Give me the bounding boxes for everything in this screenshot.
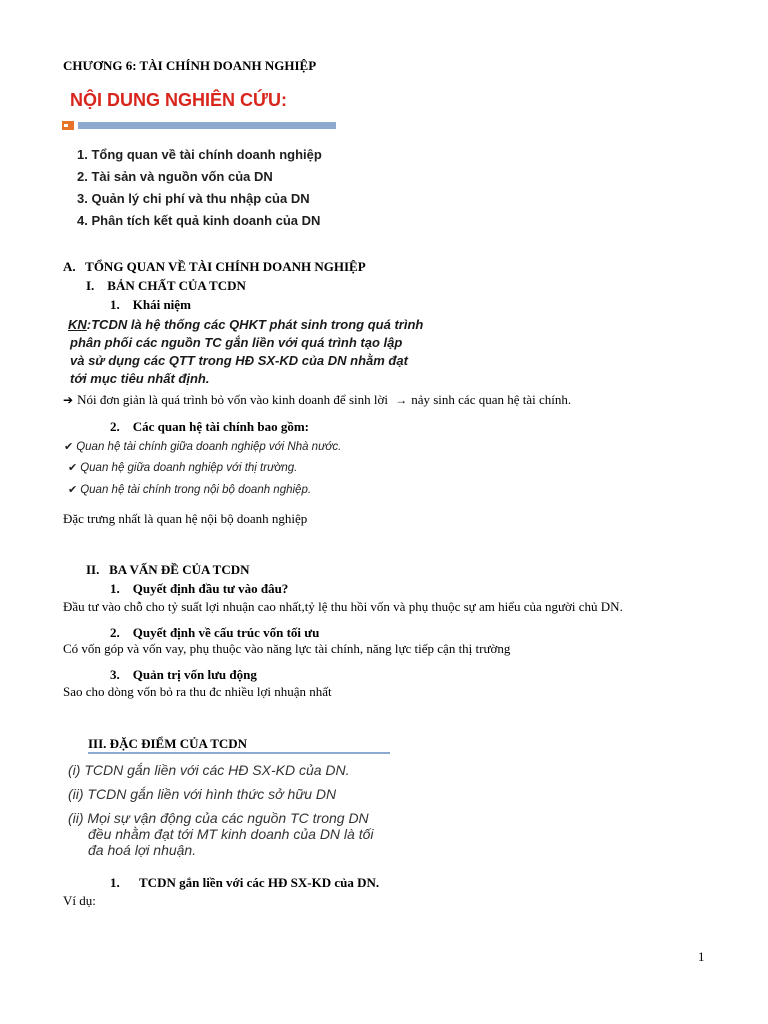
- checkmark-icon: ✔: [68, 462, 78, 474]
- issue-description: Đầu tư vào chỗ cho tỷ suất lợi nhuận cao nhất,tỷ lệ thu hồi vốn và phụ thuộc sự am hiểu của người chủ DN.: [63, 599, 623, 614]
- issue-title: 3. Quản trị vốn lưu động: [110, 667, 257, 682]
- section-i-heading: I. BẢN CHẤT CỦA TCDN: [86, 278, 246, 293]
- section-divider: [88, 752, 390, 754]
- definition-line: tới mục tiêu nhất định.: [70, 371, 210, 386]
- issue-description: Sao cho dòng vốn bỏ ra thu đc nhiều lợi nhuận nhất: [63, 684, 332, 699]
- issue-title: 1. Quyết định đầu tư vào đâu?: [110, 581, 289, 596]
- definition-block: [68, 316, 423, 388]
- section-a-heading: A. TỔNG QUAN VỀ TÀI CHÍNH DOANH NGHIỆP: [63, 259, 366, 274]
- arrow-right-icon: ➔: [63, 393, 74, 407]
- simple-statement: [63, 392, 571, 408]
- relation-item: [68, 483, 311, 496]
- relation-item: [68, 461, 297, 474]
- research-heading: NỘI DUNG NGHIÊN CỨU:: [70, 90, 287, 110]
- page-number: 1: [698, 949, 705, 964]
- issue-title: 2. Quyết định về cấu trúc vốn tối ưu: [110, 625, 320, 640]
- relation-text: Quan hệ tài chính giữa doanh nghiệp với Nhà nước.: [76, 441, 342, 453]
- relation-item: [64, 440, 341, 453]
- chapter-title: CHƯƠNG 6: TÀI CHÍNH DOANH NGHIỆP: [63, 58, 317, 73]
- decorative-bar-dot: [64, 124, 68, 127]
- feature-item: (ii) TCDN gắn liền với hình thức sở hữu DN: [68, 786, 337, 802]
- feature-item-continued: đều nhằm đạt tới MT kinh doanh của DN là tối: [88, 826, 374, 842]
- kn-label: KN: [68, 317, 87, 332]
- research-item: 4. Phân tích kết quả kinh doanh của DN: [77, 213, 321, 228]
- definition-line: phân phối các nguồn TC gắn liền với quá trình tạo lập: [70, 335, 403, 350]
- issue-description: Có vốn góp và vốn vay, phụ thuộc vào năng lực tài chính, năng lực tiếp cận thị trường: [63, 641, 511, 656]
- relation-text: Quan hệ tài chính trong nội bộ doanh nghiệp.: [80, 484, 312, 496]
- sub-item-heading: 1. TCDN gắn liền với các HĐ SX-KD của DN.: [110, 875, 380, 890]
- concept-heading: 1. Khái niệm: [110, 297, 191, 312]
- arrow-right-icon: →: [395, 393, 408, 407]
- research-item: 2. Tài sản và nguồn vốn của DN: [77, 169, 273, 184]
- example-label: Ví dụ:: [63, 893, 96, 908]
- research-item: 3. Quản lý chi phí và thu nhập của DN: [77, 191, 310, 206]
- feature-item-continued: đa hoá lợi nhuận.: [88, 842, 197, 858]
- definition-line: và sử dụng các QTT trong HĐ SX-KD của DN nhằm đạt: [70, 353, 408, 368]
- characteristic-note: Đặc trưng nhất là quan hệ nội bộ doanh nghiệp: [63, 511, 308, 526]
- section-iii-heading: III. ĐẶC ĐIỂM CỦA TCDN: [88, 736, 248, 751]
- definition-line: [68, 316, 423, 334]
- relations-heading: 2. Các quan hệ tài chính bao gồm:: [110, 419, 309, 434]
- relation-text: Quan hệ giữa doanh nghiệp với thị trường.: [80, 462, 298, 474]
- simple-statement-tail: nảy sinh các quan hệ tài chính.: [411, 392, 572, 407]
- feature-item: (ii) Mọi sự vận động của các nguồn TC trong DN: [68, 810, 369, 826]
- feature-item: (i) TCDN gắn liền với các HĐ SX-KD của DN.: [68, 762, 350, 778]
- checkmark-icon: ✔: [68, 484, 78, 496]
- simple-statement-text: Nói đơn giản là quá trình bỏ vốn vào kinh doanh để sinh lời: [77, 392, 388, 407]
- definition-text: :TCDN là hệ thống các QHKT phát sinh trong quá trình: [86, 317, 424, 332]
- decorative-bar: [78, 122, 336, 129]
- research-item: 1. Tổng quan về tài chính doanh nghiệp: [77, 147, 322, 162]
- section-ii-heading: II. BA VẤN ĐỀ CỦA TCDN: [86, 562, 250, 577]
- checkmark-icon: ✔: [64, 441, 74, 453]
